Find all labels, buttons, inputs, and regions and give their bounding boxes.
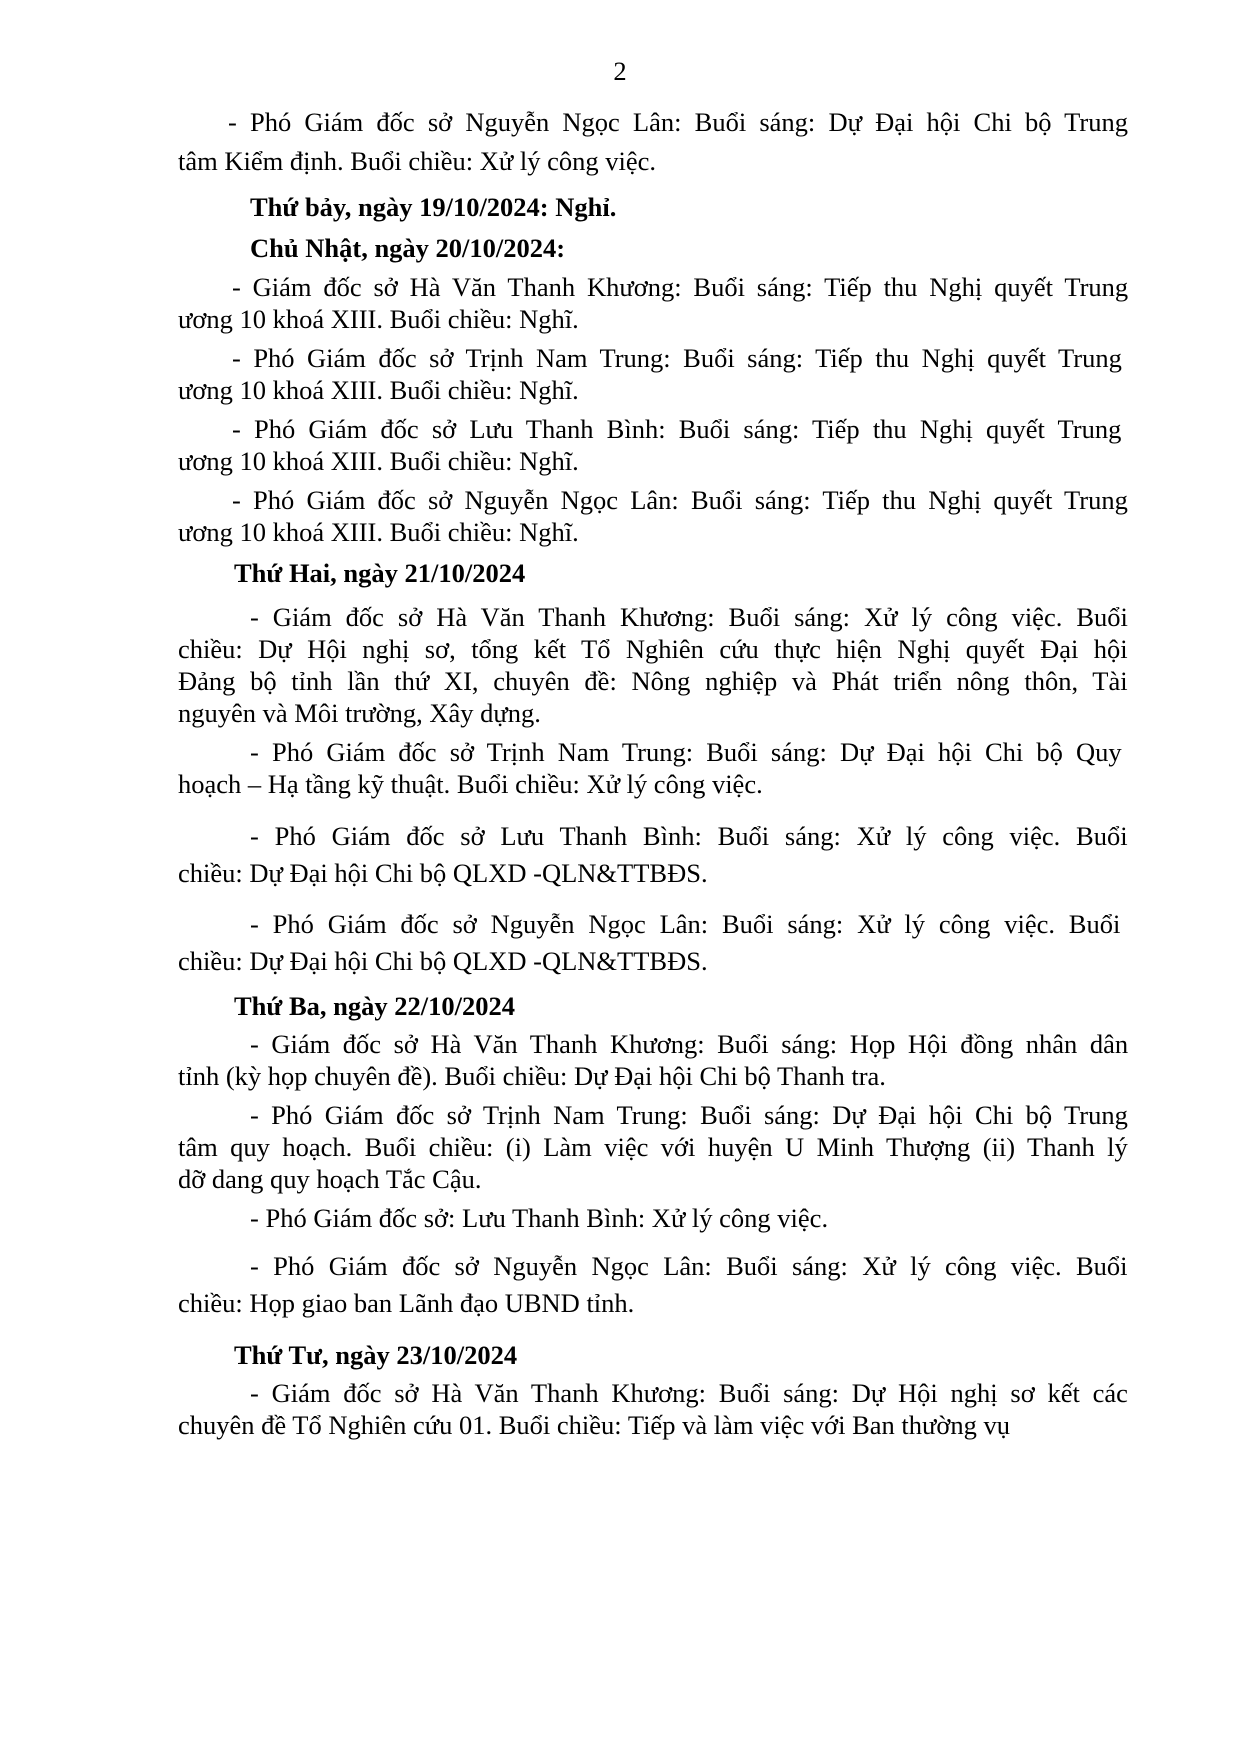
- entry-line: - Giám đốc sở Hà Văn Thanh Khương: Buổi sáng: Xử lý công việc. Buổi: [250, 602, 1128, 632]
- day-heading: Thứ Ba, ngày 22/10/2024: [234, 991, 515, 1021]
- day-heading: Thứ Hai, ngày 21/10/2024: [234, 558, 526, 588]
- day-heading: Chủ Nhật, ngày 20/10/2024:: [250, 233, 566, 263]
- entry-line: - Phó Giám đốc sở Nguyễn Ngọc Lân: Buổi sáng: Tiếp thu Nghị quyết Trung: [232, 485, 1128, 515]
- entry-line: - Phó Giám đốc sở Lưu Thanh Bình: Buổi sáng: Tiếp thu Nghị quyết Trung: [232, 414, 1122, 444]
- entry-line: - Phó Giám đốc sở Trịnh Nam Trung: Buổi sáng: Dự Đại hội Chi bộ Quy: [250, 737, 1122, 767]
- entry-line: dỡ dang quy hoạch Tắc Cậu.: [178, 1164, 482, 1194]
- entry-line: tâm quy hoạch. Buổi chiều: (i) Làm việc với huyện U Minh Thượng (ii) Thanh lý: [178, 1132, 1128, 1162]
- entry-line: hoạch – Hạ tầng kỹ thuật. Buổi chiều: Xử lý công việc.: [178, 769, 763, 799]
- day-heading: Thứ bảy, ngày 19/10/2024: Nghỉ.: [250, 192, 617, 222]
- entry-line: chiều: Dự Đại hội Chi bộ QLXD -QLN&TTBĐS.: [178, 858, 708, 888]
- page-number: 2: [613, 56, 627, 86]
- entry-line: ương 10 khoá XIII. Buổi chiều: Nghĩ.: [178, 304, 579, 334]
- entry-line: chiều: Họp giao ban Lãnh đạo UBND tỉnh.: [178, 1288, 635, 1318]
- entry-line: - Phó Giám đốc sở: Lưu Thanh Bình: Xử lý công việc.: [250, 1203, 829, 1233]
- entry-line: nguyên và Môi trường, Xây dựng.: [178, 698, 541, 728]
- entry-line: - Giám đốc sở Hà Văn Thanh Khương: Buổi sáng: Tiếp thu Nghị quyết Trung: [232, 272, 1129, 302]
- entry-line: - Phó Giám đốc sở Lưu Thanh Bình: Buổi sáng: Xử lý công việc. Buổi: [250, 821, 1128, 851]
- entry-line: - Phó Giám đốc sở Nguyễn Ngọc Lân: Buổi sáng: Xử lý công việc. Buổi: [250, 909, 1121, 939]
- entry-line: tâm Kiểm định. Buổi chiều: Xử lý công việc.: [178, 146, 657, 176]
- entry-line: - Phó Giám đốc sở Nguyễn Ngọc Lân: Buổi sáng: Dự Đại hội Chi bộ Trung: [228, 107, 1129, 137]
- entry-line: - Phó Giám đốc sở Nguyễn Ngọc Lân: Buổi sáng: Xử lý công việc. Buổi: [250, 1251, 1128, 1281]
- entry-line: - Phó Giám đốc sở Trịnh Nam Trung: Buổi sáng: Dự Đại hội Chi bộ Trung: [250, 1100, 1128, 1130]
- entry-line: - Giám đốc sở Hà Văn Thanh Khương: Buổi sáng: Dự Hội nghị sơ kết các: [250, 1378, 1128, 1408]
- entry-line: chiều: Dự Hội nghị sơ, tổng kết Tổ Nghiên cứu thực hiện Nghị quyết Đại hội: [178, 634, 1128, 664]
- entry-line: - Phó Giám đốc sở Trịnh Nam Trung: Buổi sáng: Tiếp thu Nghị quyết Trung: [232, 343, 1122, 373]
- entry-line: ương 10 khoá XIII. Buổi chiều: Nghĩ.: [178, 517, 579, 547]
- entry-line: chiều: Dự Đại hội Chi bộ QLXD -QLN&TTBĐS.: [178, 946, 708, 976]
- day-heading: Thứ Tư, ngày 23/10/2024: [234, 1340, 518, 1370]
- entry-line: chuyên đề Tổ Nghiên cứu 01. Buổi chiều: Tiếp và làm việc với Ban thường vụ: [178, 1410, 1011, 1440]
- entry-line: ương 10 khoá XIII. Buổi chiều: Nghĩ.: [178, 375, 579, 405]
- entry-line: tỉnh (kỳ họp chuyên đề). Buổi chiều: Dự Đại hội Chi bộ Thanh tra.: [178, 1061, 886, 1091]
- entry-line: ương 10 khoá XIII. Buổi chiều: Nghĩ.: [178, 446, 579, 476]
- entry-line: - Giám đốc sở Hà Văn Thanh Khương: Buổi sáng: Họp Hội đồng nhân dân: [250, 1029, 1129, 1059]
- entry-line: Đảng bộ tỉnh lần thứ XI, chuyên đề: Nông nghiệp và Phát triển nông thôn, Tài: [178, 666, 1128, 696]
